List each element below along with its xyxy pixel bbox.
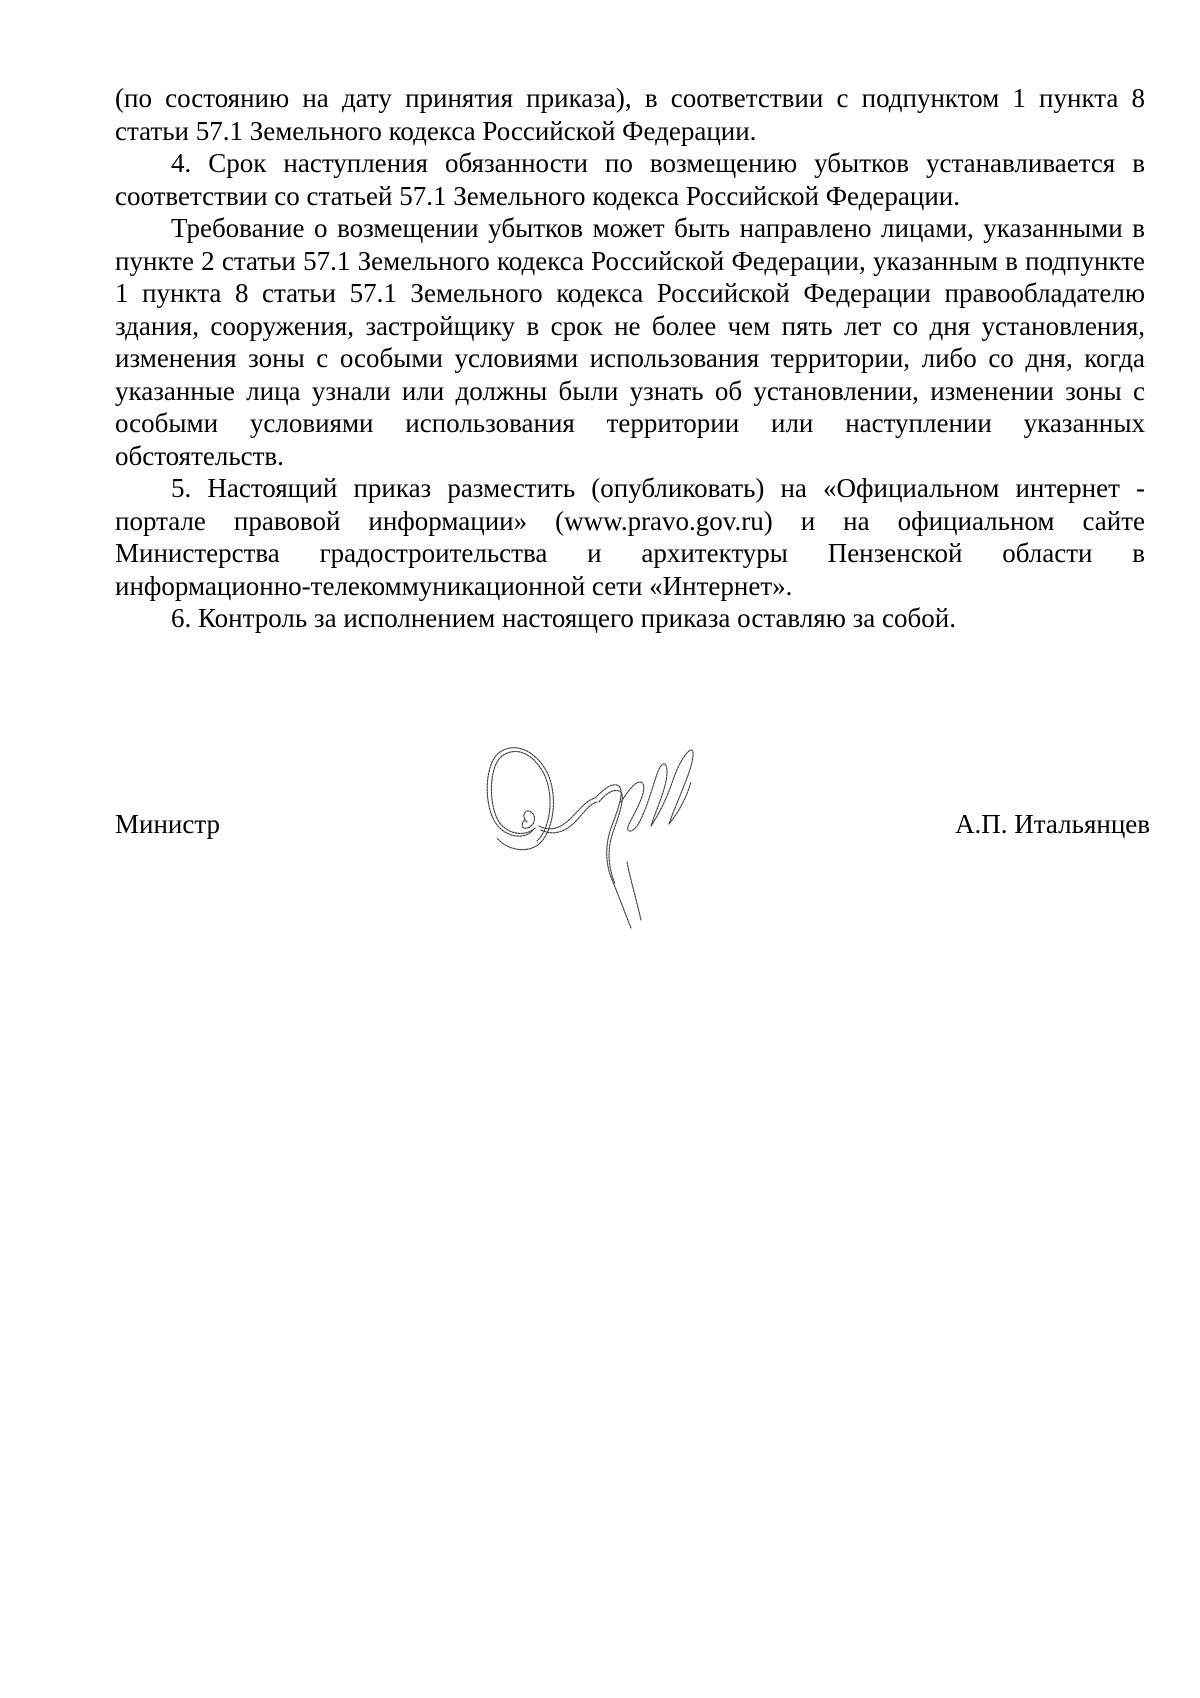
paragraph-item-4: 4. Срок наступления обязанности по возмещению убытков устанавливается в соответствии со статьей 57.1 Земельного кодекса Российской Федерации.	[115, 148, 1145, 211]
paragraph-damages-claim: Требование о возмещении убытков может быть направлено лицами, указанными в пункте 2 статьи 57.1 Земельного кодекса Российской Федерации, указанным в подпункте 1 пункта 8 статьи 57.1 Земельного кодекса Российской Федерации правообладателю здания, сооружения, застройщику в срок не более чем пять лет со дня установления, изменения зоны с особыми условиями использования территории, либо со дня, когда указанные лица узнали или должны были узнать об установлении, изменении зоны с особыми условиями использования территории или наступлении указанных обстоятельств.	[115, 213, 1145, 471]
paragraph-item-5: 5. Настоящий приказ разместить (опубликовать) на «Официальном интернет - портале правовой информации» (www.pravo.gov.ru) и на официальном сайте Министерства градостроительства и архитектуры Пензенской области в информационно-телекоммуникационной сети «Интернет».	[115, 473, 1145, 601]
paragraph-item-6: 6. Контроль за исполнением настоящего приказа оставляю за собой.	[171, 603, 956, 633]
handwritten-signature	[455, 742, 715, 932]
document-body	[115, 82, 1145, 635]
paragraph-continuation: (по состоянию на дату принятия приказа), в соответствии с подпунктом 1 пункта 8 статьи 57.1 Земельного кодекса Российской Федерации.	[115, 83, 1145, 146]
signatory-name: А.П. Итальянцев	[955, 809, 1150, 839]
signatory-title: Министр	[115, 809, 220, 839]
